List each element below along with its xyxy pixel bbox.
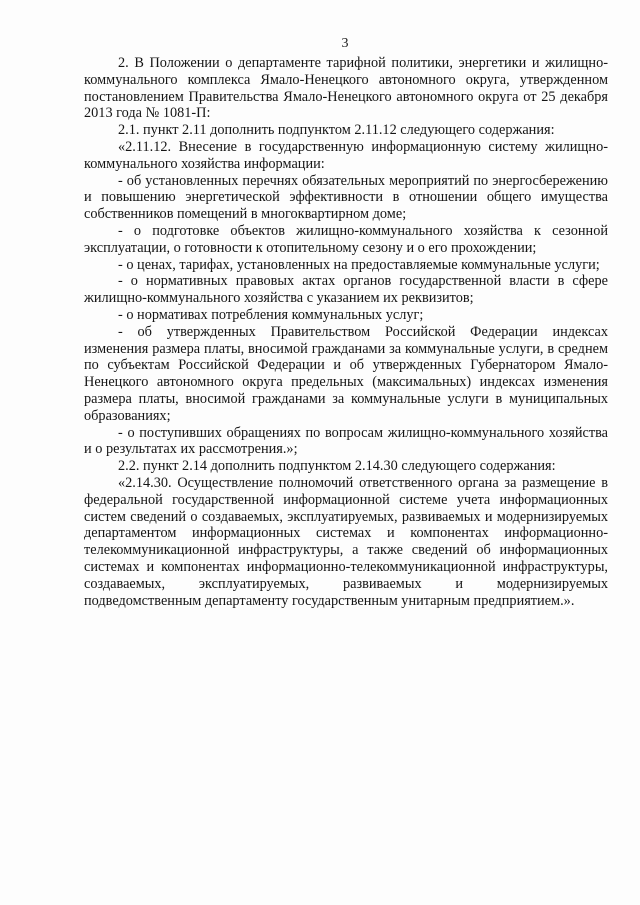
document-body — [84, 55, 608, 609]
list-item-prices-tariffs: - о ценах, тарифах, установленных на предоставляемые коммунальные услуги; — [118, 256, 600, 273]
paragraph-subitem-2-11-12: «2.11.12. Внесение в государственную информационную систему жилищно-коммунального хозяйства информации: — [84, 138, 608, 172]
paragraph-subitem-2-14-30: «2.14.30. Осуществление полномочий ответственного органа за размещение в федеральной государственной информационной системе учета информационных систем сведений о создаваемых, эксплуатируемых, развиваемых и модернизируемых департаментом информационных системах и компонентах информационно-телекоммуникационной инфраструктуры, а также сведений об информационных системах и компонентах информационно-телекоммуникационной инфраструктуры, создаваемых, эксплуатируемых, развиваемых и модернизируемых подведомственным департаменту государственным унитарным предприятием.». — [84, 474, 608, 609]
paragraph-amendment-intro: 2. В Положении о департаменте тарифной политики, энергетики и жилищно-коммунального комплекса Ямало-Ненецкого автономного округа, утвержденном постановлением Правительства Ямало-Ненецкого автономного округа от 25 декабря 2013 года № 1081-П: — [84, 55, 608, 122]
paragraph-item-2-1: 2.1. пункт 2.11 дополнить подпунктом 2.11.12 следующего содержания: — [118, 122, 555, 139]
paragraph-item-2-2: 2.2. пункт 2.14 дополнить подпунктом 2.14.30 следующего содержания: — [118, 458, 556, 475]
list-item-seasonal-preparation: - о подготовке объектов жилищно-коммунального хозяйства к сезонной эксплуатации, о готовности к отопительному сезону и о его прохождении; — [84, 222, 608, 256]
list-item-payment-indices: - об утвержденных Правительством Российской Федерации индексах изменения размера платы, вносимой гражданами за коммунальные услуги, в среднем по субъектам Российской Федерации и об утвержденных Губернатором Ямало-Ненецкого автономного округа предельных (максимальных) индексах изменения размера платы, вносимой гражданами за коммунальные услуги в муниципальных образованиях; — [84, 323, 608, 424]
list-item-energy-saving: - об установленных перечнях обязательных мероприятий по энергосбережению и повышению энергетической эффективности в отношении общего имущества собственников помещений в многоквартирном доме; — [84, 172, 608, 223]
list-item-appeals: - о поступивших обращениях по вопросам жилищно-коммунального хозяйства и о результатах их рассмотрения.»; — [84, 424, 608, 458]
page-number: 3 — [341, 36, 349, 51]
list-item-normative-acts: - о нормативных правовых актах органов государственной власти в сфере жилищно-коммунального хозяйства с указанием их реквизитов; — [84, 273, 608, 307]
list-item-consumption-norms: - о нормативах потребления коммунальных услуг; — [118, 306, 424, 323]
